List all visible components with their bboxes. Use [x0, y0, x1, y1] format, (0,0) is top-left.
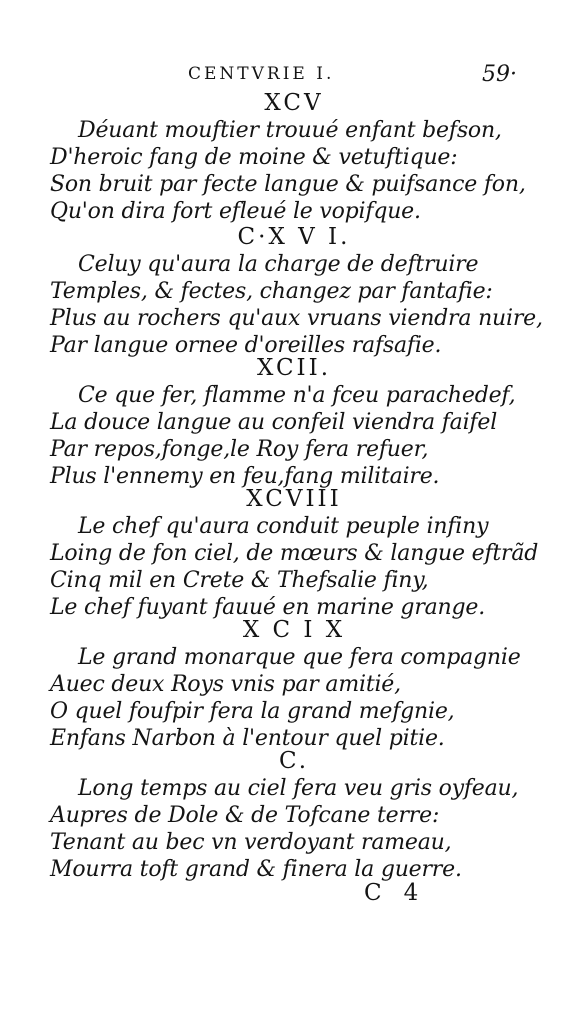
verse-line: Qu'on dira fort efleué le vopifque.: [50, 199, 421, 224]
verse-line: Aupres de Dole & de Tofcane terre:: [50, 803, 440, 828]
verse-line: Déuant mouftier trouué enfant befson,: [78, 118, 502, 143]
verse-line: Ce que fer, flamme n'a fceu parachedef,: [78, 383, 516, 408]
quatrain-number: X C I X: [242, 617, 346, 643]
verse-line: Le chef fuyant fauué en marine grange.: [50, 595, 486, 620]
quatrain-number: XCV: [264, 90, 324, 116]
verse-line: Tenant au bec vn verdoyant rameau,: [50, 830, 452, 855]
quatrain-number: C·X V I.: [237, 224, 351, 250]
verse-line: Celuy qu'aura la charge de deftruire: [78, 252, 479, 277]
quatrain-number: XCVIII: [246, 486, 342, 512]
quatrain-number: C.: [278, 748, 310, 774]
verse-line: D'heroic fang de moine & vetuftique:: [50, 145, 458, 170]
verse-line: Le grand monarque que fera compagnie: [78, 645, 521, 670]
verse-line: Plus au rochers qu'aux vruans viendra nuire,: [50, 306, 543, 331]
verse-line: Mourra toft grand & finera la guerre.: [50, 857, 462, 882]
verse-line: Plus l'ennemy en feu,fang militaire.: [50, 464, 440, 489]
running-head: [0, 64, 588, 88]
verse-line: Par repos,fonge,le Roy fera refuer,: [50, 437, 429, 462]
verse-line: O quel foufpir fera la grand mefgnie,: [50, 699, 455, 724]
quatrain-number: XCII.: [256, 355, 332, 381]
verse-line: Temples, & fectes, changez par fantafie:: [50, 279, 493, 304]
signature-mark: [364, 880, 440, 906]
verse-line: Le chef qu'aura conduit peuple infiny: [78, 514, 489, 539]
signature-number: 4: [403, 880, 419, 906]
verse-line: Long temps au ciel fera veu gris oyfeau,: [78, 776, 519, 801]
verse-line: La douce langue au confeil viendra faifel: [50, 410, 498, 435]
verse-line: Cinq mil en Crete & Thefsalie finy,: [50, 568, 429, 593]
running-title: CENTVRIE I.: [188, 64, 335, 84]
verse-line: Enfans Narbon à l'entour quel pitie.: [50, 726, 445, 751]
verse-line: Loing de fon ciel, de mœurs & langue eftrãd: [50, 541, 539, 566]
signature-letter: C: [364, 880, 382, 906]
verse-line: Son bruit par fecte langue & puifsance fon,: [50, 172, 526, 197]
verse-line: Par langue ornee d'oreilles rafsafie.: [50, 333, 442, 358]
page-number: 59·: [482, 62, 517, 87]
verse-line: Auec deux Roys vnis par amitié,: [50, 672, 401, 697]
